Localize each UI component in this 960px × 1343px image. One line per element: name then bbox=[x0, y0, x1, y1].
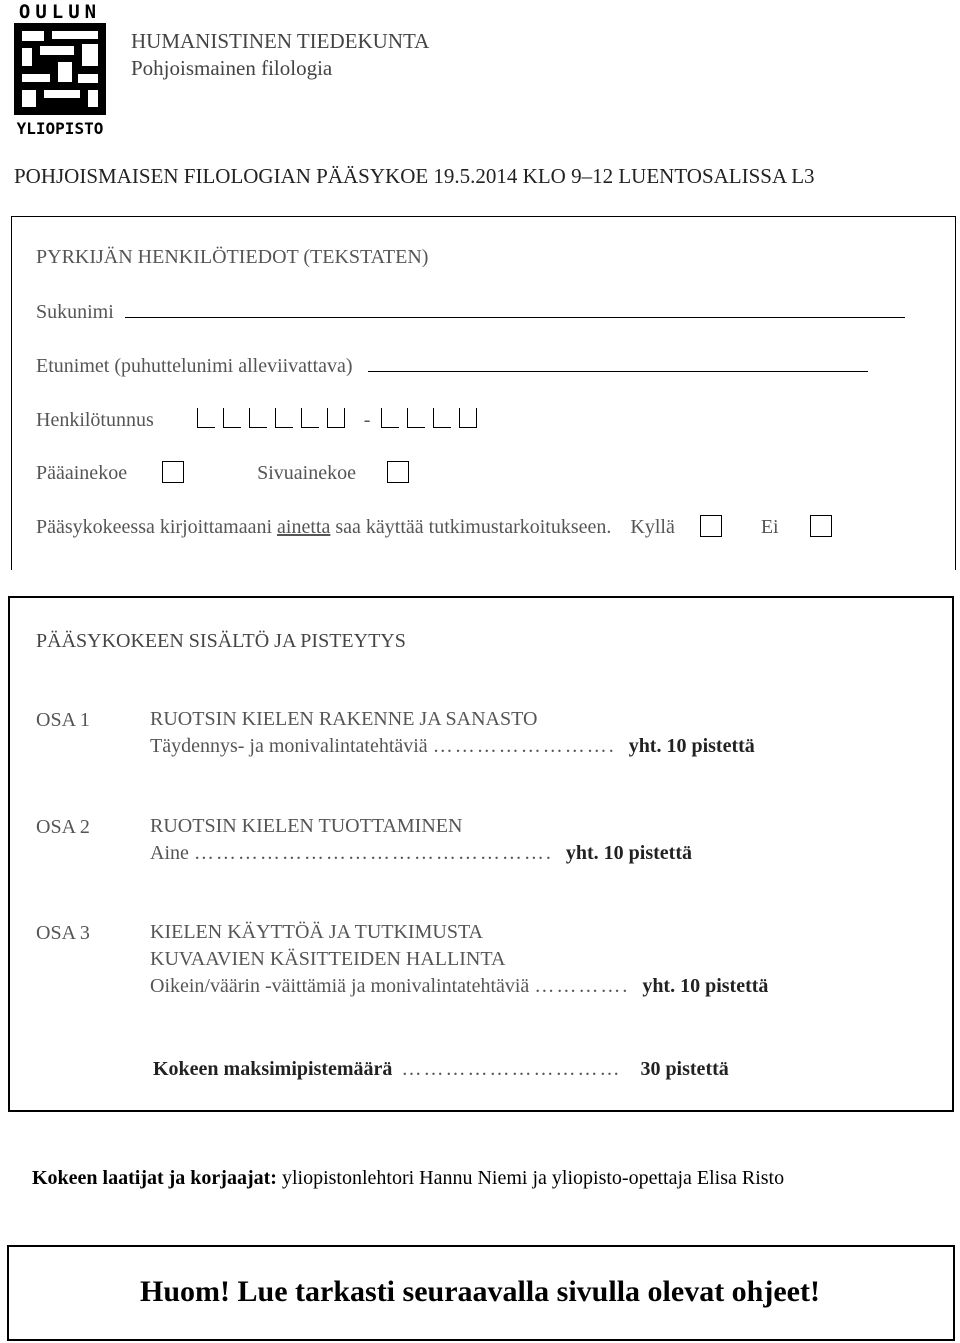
section-3-dots: …………. bbox=[534, 975, 630, 997]
section-1-task-line bbox=[150, 733, 755, 760]
logo-top-text: OULUN bbox=[18, 1, 102, 23]
section-1-label: OSA 1 bbox=[36, 709, 90, 731]
surname-row bbox=[36, 301, 905, 324]
firstnames-row bbox=[36, 355, 868, 378]
major-exam-checkbox[interactable] bbox=[162, 461, 184, 483]
surname-field[interactable] bbox=[125, 316, 905, 318]
personal-id-row bbox=[36, 408, 485, 432]
section-1-task: Täydennys- ja monivalintatehtäviä bbox=[150, 735, 428, 757]
personal-id-label: Henkilötunnus bbox=[36, 409, 154, 431]
personal-id-separator: - bbox=[363, 409, 371, 431]
consent-no-label: Ei bbox=[760, 516, 779, 538]
minor-exam-label: Sivuainekoe bbox=[257, 462, 356, 484]
credits-names: yliopistonlehtori Hannu Niemi ja yliopisto-opettaja Elisa Risto bbox=[276, 1167, 785, 1189]
surname-label: Sukunimi bbox=[36, 301, 114, 323]
consent-text-underlined: ainetta bbox=[277, 516, 331, 538]
section-3-label: OSA 3 bbox=[36, 922, 90, 944]
exam-credits bbox=[32, 1167, 784, 1190]
personal-id-suffix-cells[interactable] bbox=[381, 408, 485, 428]
section-2 bbox=[150, 813, 692, 867]
max-points-dots: ………………………… bbox=[401, 1058, 622, 1080]
consent-text-end: saa käyttää tutkimustarkoitukseen. bbox=[330, 516, 612, 538]
exam-title: POHJOISMAISEN FILOLOGIAN PÄÄSYKOE 19.5.2014 KLO 9–12 LUENTOSALISSA L3 bbox=[14, 164, 815, 188]
minor-exam-checkbox[interactable] bbox=[387, 461, 409, 483]
section-2-points: yht. 10 pistettä bbox=[565, 842, 692, 864]
department-name: Pohjoismainen filologia bbox=[131, 56, 333, 80]
section-1-title: RUOTSIN KIELEN RAKENNE JA SANASTO bbox=[150, 708, 538, 730]
section-2-task: Aine bbox=[150, 842, 189, 864]
section-2-dots: …………………………………………. bbox=[193, 842, 553, 864]
logo-bottom-text: YLIOPISTO bbox=[16, 119, 104, 138]
section-1 bbox=[150, 706, 755, 760]
section-3-subtitle: KUVAAVIEN KÄSITTEIDEN HALLINTA bbox=[150, 948, 506, 970]
section-3-task: Oikein/väärin -väittämiä ja monivalintatehtäviä bbox=[150, 975, 530, 997]
section-2-title: RUOTSIN KIELEN TUOTTAMINEN bbox=[150, 815, 463, 837]
university-logo bbox=[12, 0, 108, 138]
firstnames-field[interactable] bbox=[368, 370, 868, 372]
section-2-label: OSA 2 bbox=[36, 816, 90, 838]
exam-content-heading: PÄÄSYKOKEEN SISÄLTÖ JA PISTEYTYS bbox=[36, 630, 406, 652]
personal-id-date-cells[interactable] bbox=[197, 408, 353, 428]
section-3-title: KIELEN KÄYTTÖÄ JA TUTKIMUSTA bbox=[150, 921, 483, 943]
faculty-name: HUMANISTINEN TIEDEKUNTA bbox=[131, 29, 430, 53]
max-points-value: 30 pistettä bbox=[640, 1058, 729, 1080]
consent-yes-checkbox[interactable] bbox=[700, 515, 722, 537]
major-exam-label: Pääainekoe bbox=[36, 462, 128, 484]
consent-no-checkbox[interactable] bbox=[810, 515, 832, 537]
consent-text-start: Pääsykokeessa kirjoittamaani bbox=[36, 516, 278, 538]
credits-label: Kokeen laatijat ja korjaajat: bbox=[32, 1167, 277, 1189]
exam-type-row bbox=[36, 461, 409, 485]
consent-row bbox=[36, 515, 832, 539]
section-3 bbox=[150, 919, 768, 1000]
personal-details-heading: PYRKIJÄN HENKILÖTIEDOT (TEKSTATEN) bbox=[36, 246, 429, 268]
consent-yes-label: Kyllä bbox=[630, 516, 675, 538]
section-3-points: yht. 10 pistettä bbox=[642, 975, 769, 997]
faculty-header bbox=[131, 28, 429, 82]
section-1-points: yht. 10 pistettä bbox=[628, 735, 755, 757]
section-1-dots: ……………………. bbox=[432, 735, 616, 757]
firstnames-label: Etunimet (puhuttelunimi alleviivattava) bbox=[36, 355, 353, 377]
notice-text: Huom! Lue tarkasti seuraavalla sivulla olevat ohjeet! bbox=[140, 1275, 820, 1308]
section-3-task-line bbox=[150, 973, 768, 1000]
section-2-task-line bbox=[150, 840, 692, 867]
max-points-label: Kokeen maksimipistemäärä bbox=[153, 1058, 393, 1080]
max-points-row bbox=[153, 1058, 729, 1081]
